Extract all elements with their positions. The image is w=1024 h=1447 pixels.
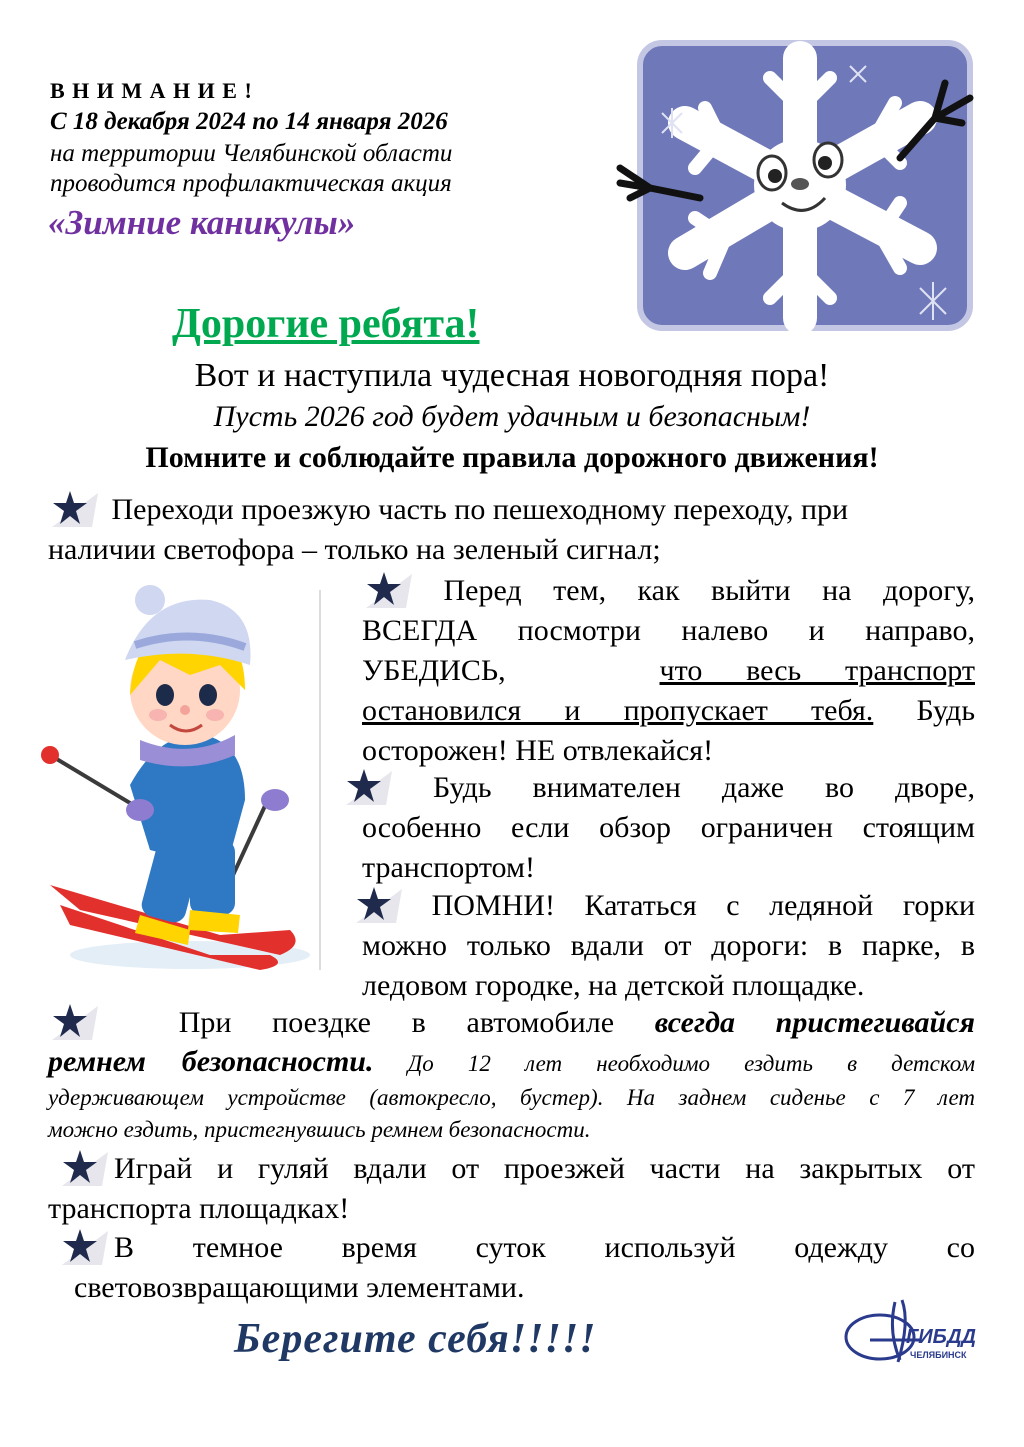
rule-2-line-f: Будь xyxy=(916,694,976,727)
rule-7-line-b: световозвращающими элементами. xyxy=(74,1271,525,1304)
rule-2-line-b: ВСЕГДА посмотри налево и направо, xyxy=(362,614,975,647)
rule-2-line-a: Перед тем, как выйти на дорогу, xyxy=(443,574,976,607)
rule-3-line-b: особенно если обзор ограничен стоящим xyxy=(362,811,975,844)
rule-2-row-3 xyxy=(362,651,975,691)
gibdd-logo-text: ГИБДД xyxy=(906,1326,976,1348)
skier-child-illustration xyxy=(40,585,350,980)
rule-look-both-ways xyxy=(362,568,975,771)
rule-4-line-a: ПОМНИ! Кататься с ледяной горки xyxy=(431,889,976,922)
rule-5-line-d: До 12 лет необходимо ездить в детском xyxy=(407,1051,976,1076)
rule-7-row-1 xyxy=(58,1225,975,1268)
rule-3-row-1 xyxy=(342,765,975,808)
attention-heading: В Н И М А Н И Е ! xyxy=(50,78,253,103)
rule-4-row-1 xyxy=(352,883,975,926)
rule-1-line-a: Переходи проезжую часть по пешеходному переходу, при xyxy=(111,493,849,526)
gibdd-logo xyxy=(840,1292,980,1372)
greeting-line-2: Пусть 2026 год будет удачным и безопасным! xyxy=(213,400,811,433)
rule-ice-slide xyxy=(352,883,975,1006)
star-bullet-icon xyxy=(48,487,98,527)
star-bullet-icon xyxy=(58,1146,114,1186)
greeting-line-3: Помните и соблюдайте правила дорожного движения! xyxy=(145,441,879,474)
rule-crosswalk xyxy=(48,487,978,570)
slogan: Берегите себя!!!!! xyxy=(234,1316,597,1362)
rule-5-row-1 xyxy=(48,1000,975,1044)
star-bullet-icon xyxy=(362,568,412,608)
campaign-dates: С 18 декабря 2024 по 14 января 2026 xyxy=(50,108,448,135)
rule-2-line-d: что весь транспорт xyxy=(659,654,975,687)
rule-2-row-4 xyxy=(362,691,975,731)
campaign-name: «Зимние каникулы» xyxy=(48,203,356,242)
rule-2-line-c: УБЕДИСЬ, xyxy=(362,654,506,687)
rule-reflective-clothing xyxy=(58,1225,975,1308)
rule-5-row-2 xyxy=(48,1044,975,1082)
rule-yard-attention xyxy=(342,765,975,888)
region-line: на территории Челябинской области xyxy=(50,140,453,167)
rule-6-line-a: Играй и гуляй вдали от проезжей части на закрытых от xyxy=(114,1152,975,1185)
rule-5-line-f: можно ездить, пристегнувшись ремнем безопасности. xyxy=(48,1117,591,1142)
rule-7-line-a: В темное время суток используй одежду со xyxy=(114,1231,975,1264)
greeting-line-1: Вот и наступила чудесная новогодняя пора! xyxy=(194,357,830,394)
rule-play-safely xyxy=(48,1146,975,1229)
star-bullet-icon xyxy=(58,1225,114,1265)
rule-1-line-b: наличии светофора – только на зеленый сигнал; xyxy=(48,533,661,566)
gibdd-logo-city: ЧЕЛЯБИНСК xyxy=(910,1350,967,1360)
campaign-line: проводится профилактическая акция xyxy=(50,170,452,197)
rule-6-row-1 xyxy=(58,1146,975,1189)
greeting-title: Дорогие ребята! xyxy=(172,301,480,347)
star-bullet-icon xyxy=(48,1000,98,1040)
rule-6-line-b: транспорта площадках! xyxy=(48,1192,350,1225)
rule-5-line-c: ремнем безопасности. xyxy=(48,1045,374,1078)
rule-5-line-e: удерживающем устройстве (автокресло, бустер). На заднем сиденье с 7 лет xyxy=(48,1085,975,1110)
rule-3-line-a: Будь внимателен даже во дворе, xyxy=(432,771,976,804)
rule-2-line-e: остановился и пропускает тебя. xyxy=(362,694,874,727)
star-bullet-icon xyxy=(352,883,402,923)
rule-2-line-g: осторожен! НЕ отвлекайся! xyxy=(362,734,714,767)
rule-4-line-c: ледовом городке, на детской площадке. xyxy=(362,969,865,1002)
rule-2-row-1 xyxy=(362,568,975,611)
rule-3-line-c: транспортом! xyxy=(362,851,535,884)
rule-4-line-b: можно только вдали от дороги: в парке, в xyxy=(362,929,975,962)
rule-seatbelt xyxy=(48,1000,975,1146)
rule-5-line-b: всегда пристегивайся xyxy=(654,1006,976,1039)
snowflake-illustration xyxy=(600,38,980,338)
star-bullet-icon xyxy=(342,765,392,805)
rule-5-line-a: При поездке в автомобиле xyxy=(178,1006,615,1039)
